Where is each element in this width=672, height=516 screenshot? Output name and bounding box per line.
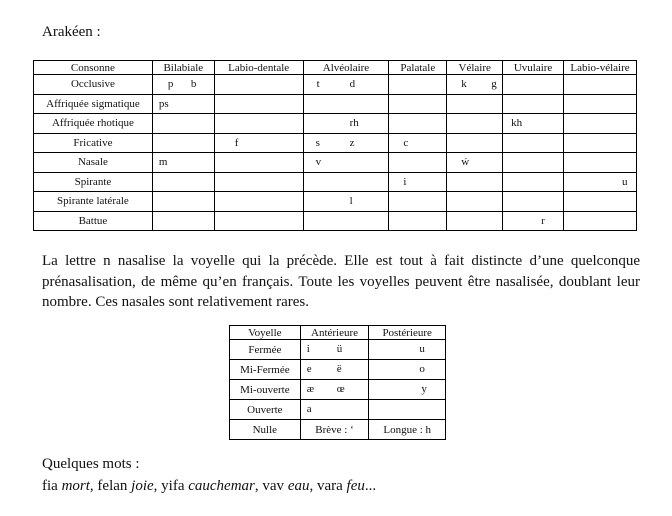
phoneme: ps (158, 97, 169, 110)
table-cell (214, 75, 303, 95)
table-cell (300, 340, 369, 360)
phoneme: u (419, 343, 425, 355)
word-meaning: mort (61, 478, 90, 494)
table-cell (447, 153, 503, 173)
table-cell (389, 133, 447, 153)
phoneme: œ (336, 383, 345, 395)
phoneme: i (403, 175, 407, 188)
vowel-header-row (230, 326, 446, 340)
table-row (230, 400, 446, 420)
phoneme: y (421, 383, 427, 395)
word-meaning: eau (287, 478, 310, 494)
table-cell (447, 94, 503, 114)
table-cell (389, 172, 447, 192)
table-row (34, 172, 637, 192)
phoneme: ë (336, 363, 342, 375)
table-cell (214, 172, 303, 192)
table-cell (300, 400, 369, 420)
table-cell (369, 360, 446, 380)
words-heading: Quelques mots : (42, 456, 140, 472)
word: vara (316, 478, 347, 494)
vowel-table (229, 325, 446, 440)
table-row (34, 192, 637, 212)
phoneme: m (158, 156, 168, 168)
table-cell (303, 192, 389, 212)
word-meaning: cauchemar (188, 478, 255, 494)
word: fia (42, 478, 62, 494)
table-cell (389, 153, 447, 173)
row-label: Nasale (34, 153, 153, 173)
col-header: Uvulaire (503, 61, 564, 75)
phoneme: z (349, 136, 355, 149)
phoneme: e (306, 363, 312, 375)
table-cell (503, 75, 564, 95)
col-header: Bilabiale (152, 61, 214, 75)
col-header: Palatale (389, 61, 447, 75)
table-cell (564, 133, 637, 153)
phoneme: c (403, 136, 409, 149)
phoneme: r (541, 214, 545, 227)
table-cell (503, 211, 564, 231)
table-cell (152, 153, 214, 173)
table-cell (389, 192, 447, 212)
table-row (34, 114, 637, 134)
word-list (42, 478, 376, 495)
page-heading: Arakéen : (42, 24, 101, 40)
table-row (34, 133, 637, 153)
table-cell (214, 211, 303, 231)
table-cell (564, 172, 637, 192)
table-cell (503, 94, 564, 114)
table-cell (303, 153, 389, 173)
table-cell (214, 94, 303, 114)
phoneme: kh (511, 117, 523, 129)
table-cell (564, 94, 637, 114)
row-label: Fricative (34, 133, 153, 153)
table-row (34, 75, 637, 95)
word: felan (97, 478, 132, 494)
table-cell (152, 211, 214, 231)
table-cell (303, 114, 389, 134)
row-label: Battue (34, 211, 153, 231)
row-label: Ouverte (230, 400, 301, 420)
table-cell (503, 192, 564, 212)
phoneme: u (622, 175, 628, 188)
table-cell (369, 340, 446, 360)
nasal-paragraph: La lettre n nasalise la voyelle qui la précède. Elle est tout à fait distincte d’une quelconque prénasalisation, de même qu’en français. Toute les voyelles peuvent être nasalisée, doublant leur nombre. Ces nasales sont relativement rares. (42, 253, 640, 310)
table-row (230, 380, 446, 400)
separator: , (89, 478, 98, 494)
table-row (230, 360, 446, 380)
table-cell (389, 75, 447, 95)
phoneme: f (234, 136, 239, 149)
table-cell (303, 172, 389, 192)
col-header: Labio-dentale (214, 61, 303, 75)
col-header: Postérieure (369, 326, 446, 340)
table-cell (564, 114, 637, 134)
phoneme: p (167, 78, 174, 90)
table-cell: Brève : ʻ (300, 420, 369, 440)
table-cell (564, 211, 637, 231)
table-cell (447, 75, 503, 95)
table-cell (152, 114, 214, 134)
table-cell (389, 211, 447, 231)
separator: , (153, 478, 162, 494)
row-label: Spirante latérale (34, 192, 153, 212)
row-label: Nulle (230, 420, 301, 440)
table-cell (214, 133, 303, 153)
table-cell (152, 172, 214, 192)
row-label: Mi-ouverte (230, 380, 301, 400)
col-header: Voyelle (230, 326, 301, 340)
table-cell (214, 114, 303, 134)
table-row (34, 211, 637, 231)
table-cell (564, 153, 637, 173)
phoneme: ẃ (461, 156, 470, 168)
table-cell (447, 192, 503, 212)
row-label: Fermée (230, 340, 301, 360)
col-header: Vélaire (447, 61, 503, 75)
table-cell (369, 400, 446, 420)
word: yifa (161, 478, 189, 494)
separator: , (254, 478, 263, 494)
col-header: Alvéolaire (303, 61, 389, 75)
row-label: Spirante (34, 172, 153, 192)
phoneme: o (419, 363, 425, 375)
table-cell (152, 192, 214, 212)
table-cell (300, 360, 369, 380)
table-cell (447, 211, 503, 231)
table-cell (389, 114, 447, 134)
phoneme: æ (306, 383, 315, 395)
table-cell (447, 172, 503, 192)
phoneme: t (316, 78, 320, 90)
table-row (230, 420, 446, 440)
phoneme: a (306, 403, 312, 415)
table-cell (447, 114, 503, 134)
table-cell (303, 94, 389, 114)
row-label: Occlusive (34, 75, 153, 95)
row-label: Affriquée rhotique (34, 114, 153, 134)
table-cell (447, 133, 503, 153)
table-cell: Longue : h (369, 420, 446, 440)
phoneme: g (491, 78, 497, 90)
table-cell (369, 380, 446, 400)
phoneme: ü (336, 343, 343, 355)
table-cell (303, 211, 389, 231)
row-label: Affriquée sigmatique (34, 94, 153, 114)
phoneme: v (315, 156, 322, 168)
table-cell (389, 94, 447, 114)
word-meaning: feu (346, 478, 365, 494)
table-cell (152, 75, 214, 95)
table-cell (152, 94, 214, 114)
consonant-table (33, 60, 637, 231)
table-cell (503, 172, 564, 192)
table-cell (564, 192, 637, 212)
row-label: Mi-Fermée (230, 360, 301, 380)
col-header: Labio-vélaire (564, 61, 637, 75)
col-header: Consonne (34, 61, 153, 75)
table-cell (214, 192, 303, 212)
word-meaning: joie (131, 478, 154, 494)
phoneme: b (190, 78, 197, 90)
phoneme: rh (349, 117, 359, 129)
consonant-header-row (34, 61, 637, 75)
phoneme: i (306, 343, 310, 355)
separator: , (309, 478, 317, 494)
table-cell (152, 133, 214, 153)
phoneme: s (315, 136, 320, 149)
table-row (34, 153, 637, 173)
table-cell (564, 75, 637, 95)
table-cell (503, 114, 564, 134)
word: vav (262, 478, 288, 494)
phoneme: d (349, 78, 356, 90)
table-row (34, 94, 637, 114)
table-cell (303, 133, 389, 153)
phoneme: k (461, 78, 467, 90)
separator: ... (364, 478, 377, 494)
table-cell (300, 380, 369, 400)
phoneme: l (349, 195, 353, 207)
table-cell (503, 133, 564, 153)
col-header: Antérieure (300, 326, 369, 340)
table-row (230, 340, 446, 360)
table-cell (503, 153, 564, 173)
table-cell (214, 153, 303, 173)
table-cell (303, 75, 389, 95)
